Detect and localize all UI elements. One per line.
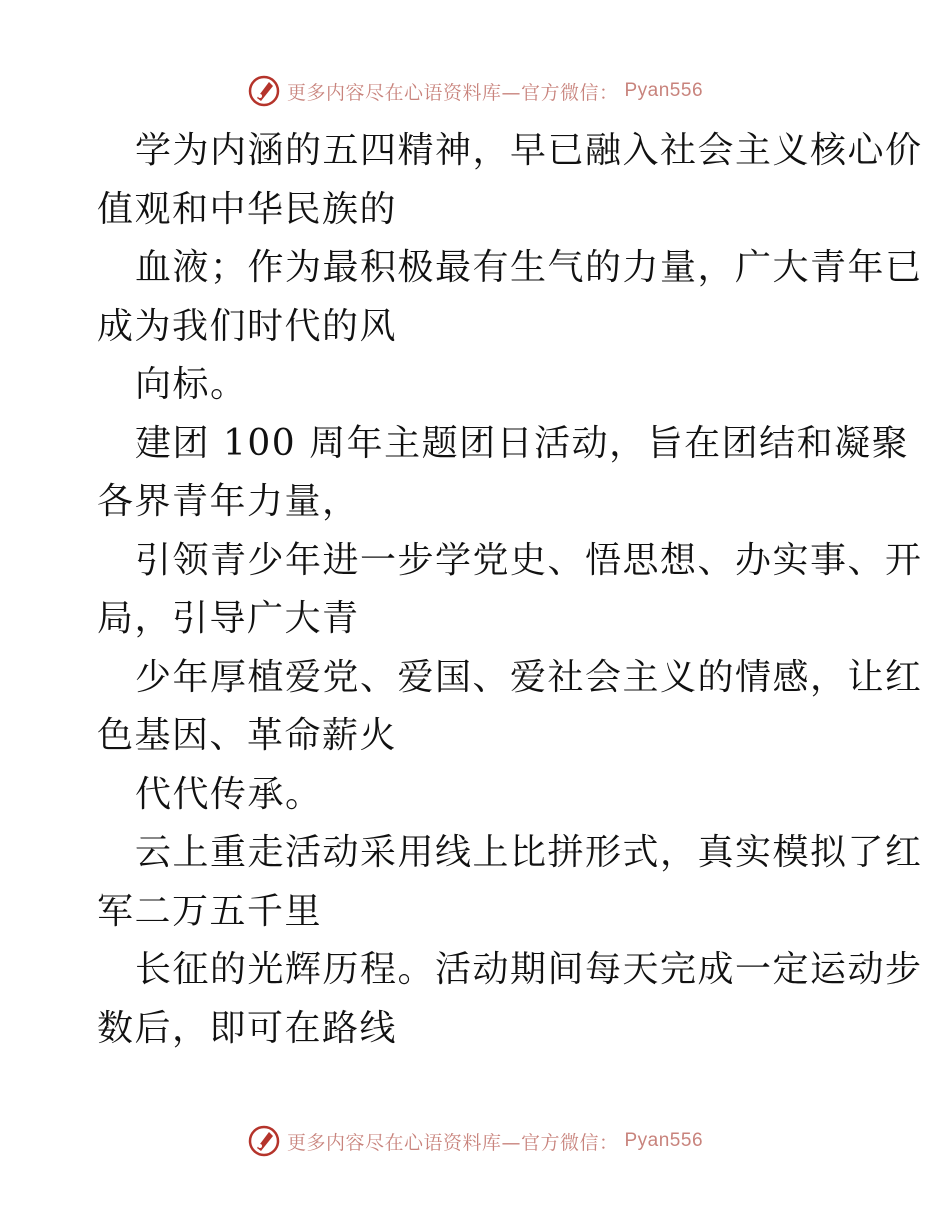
pen-nib-logo-icon [247,1124,281,1158]
text-line: 建团 100 周年主题团日活动，旨在团结和凝聚 [135,422,910,464]
text-line: 各界青年力量， [97,481,360,522]
text-line: 值观和中华民族的 [97,188,398,230]
text-line: 数后，即可在路线 [97,1007,398,1049]
watermark-handle: Pyan556 [624,1130,704,1151]
text-line: 引领青少年进一步学党史、悟思想、办实事、开 [135,539,923,581]
text-line: 局，引导广大青 [97,598,360,639]
text-line: 色基因、革命薪火 [97,715,398,756]
watermark-text: 更多内容尽在心语资料库—官方微信： [286,81,619,104]
document-body [97,122,923,1058]
text-line: 军二万五千里 [97,890,323,932]
text-line: 成为我们时代的风 [97,305,398,347]
text-line: 少年厚植爱党、爱国、爱社会主义的情感，让红 [135,656,923,698]
pen-nib-logo-icon [247,74,281,108]
header-watermark [0,74,950,108]
footer-watermark [0,1124,950,1158]
text-line: 血液；作为最积极最有生气的力量，广大青年已 [135,247,923,288]
text-line: 向标。 [135,364,248,405]
text-line: 长征的光辉历程。活动期间每天完成一定运动步 [135,949,923,990]
text-line: 学为内涵的五四精神，早已融入社会主义核心价 [135,130,923,171]
text-line: 云上重走活动采用线上比拼形式，真实模拟了红 [135,832,923,873]
watermark-handle: Pyan556 [624,80,704,101]
text-line: 代代传承。 [135,773,323,815]
watermark-text: 更多内容尽在心语资料库—官方微信： [286,1131,619,1154]
